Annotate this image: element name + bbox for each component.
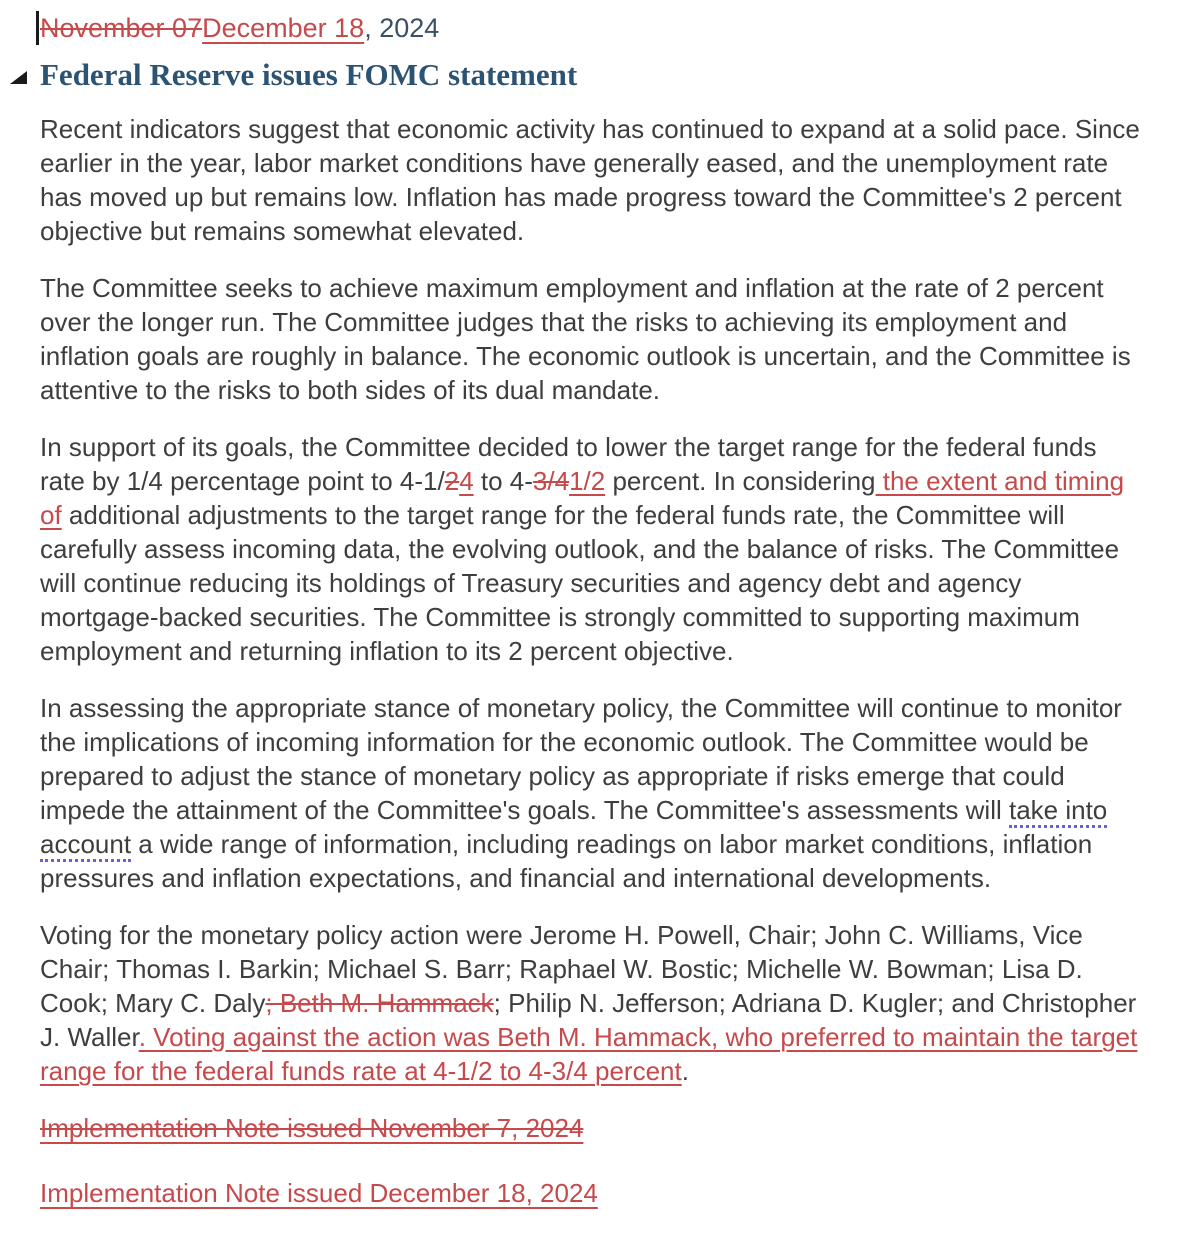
body-text: In assessing the appropriate stance of monetary policy, the Committee will continue to monitor the implications of incoming information for the economic outlook. The Committee would be prepared to adjust the stance of monetary policy as appropriate if risks emerge that could impede the attainment of the Committee's goals. The Committee's assessments will bbox=[40, 693, 1122, 825]
date-line bbox=[40, 10, 1140, 46]
body-text: a wide range of information, including readings on labor market conditions, inflation pressures and inflation expectations, and financial and international developments. bbox=[40, 829, 1093, 893]
date-year: , 2024 bbox=[364, 13, 440, 43]
deleted-date: November 07 bbox=[40, 13, 203, 43]
collapse-heading-icon[interactable] bbox=[10, 71, 27, 84]
inserted-text: the extent and timing of bbox=[40, 466, 1125, 530]
document-body bbox=[40, 112, 1140, 1088]
deleted-text: 3/4 bbox=[532, 466, 570, 496]
paragraph bbox=[40, 918, 1140, 1088]
deleted-text: ; Beth M. Hammack bbox=[265, 988, 494, 1018]
body-text: Recent indicators suggest that economic activity has continued to expand at a solid pace. Since earlier in the year, labor market conditions have generally eased, and the unemployment rate has moved up but remains low. Inflation has made progress toward the Committee's 2 percent objective but remains somewhat elevated. bbox=[40, 114, 1140, 246]
body-text: . bbox=[681, 1056, 689, 1086]
body-text: The Committee seeks to achieve maximum employment and inflation at the rate of 2 percent over the longer run. The Committee judges that the risks to achieving its employment and inflation goals are roughly in balance. The economic outlook is uncertain, and the Committee is attentive to the risks to both sides of its dual mandate. bbox=[40, 273, 1131, 405]
paragraph bbox=[40, 691, 1140, 895]
paragraph bbox=[40, 112, 1140, 248]
inserted-text: . Voting against the action was Beth M. Hammack, who preferred to maintain the target range for the federal funds rate at 4-1/2 to 4-3/4 percent bbox=[40, 1022, 1138, 1086]
body-text: to 4- bbox=[473, 466, 533, 496]
inserted-text: 4 bbox=[459, 466, 474, 496]
deleted-text: 2 bbox=[444, 466, 460, 496]
body-text: ; Philip N. Jefferson; Adriana D. Kugler; and Christopher J. Waller bbox=[40, 988, 1137, 1052]
body-text: additional adjustments to the target range for the federal funds rate, the Committee will carefully assess incoming data, the evolving outlook, and the balance of risks. The Committee will continue reducing its holdings of Treasury securities and agency debt and agency mortgage-backed securities. The Committee is strongly committed to supporting maximum employment and returning inflation to its 2 percent objective. bbox=[40, 500, 1120, 666]
editor-suggestion-text: take into account bbox=[40, 795, 1107, 862]
implementation-note-link-december[interactable]: Implementation Note issued December 18, 2024 bbox=[40, 1178, 598, 1208]
body-text: In support of its goals, the Committee decided to lower the target range for the federal funds rate by 1/4 percentage point to 4-1/ bbox=[40, 432, 1097, 496]
heading-row bbox=[10, 56, 1140, 94]
body-text: Voting for the monetary policy action were Jerome H. Powell, Chair; John C. Williams, Vice Chair; Thomas I. Barkin; Michael S. Barr; Raphael W. Bostic; Michelle W. Bowman; Lisa D. Cook; Mary C. Daly bbox=[40, 920, 1083, 1018]
footer-links bbox=[40, 1111, 1140, 1210]
body-text: percent. In considering bbox=[605, 466, 876, 496]
inserted-text: 1/2 bbox=[569, 466, 606, 496]
inserted-date: December 18 bbox=[202, 13, 365, 43]
paragraph bbox=[40, 430, 1140, 668]
text-cursor-caret bbox=[36, 11, 39, 45]
implementation-note-link-november[interactable]: Implementation Note issued November 7, 2024 bbox=[40, 1113, 584, 1143]
paragraph bbox=[40, 271, 1140, 407]
page-title: Federal Reserve issues FOMC statement bbox=[40, 57, 578, 92]
